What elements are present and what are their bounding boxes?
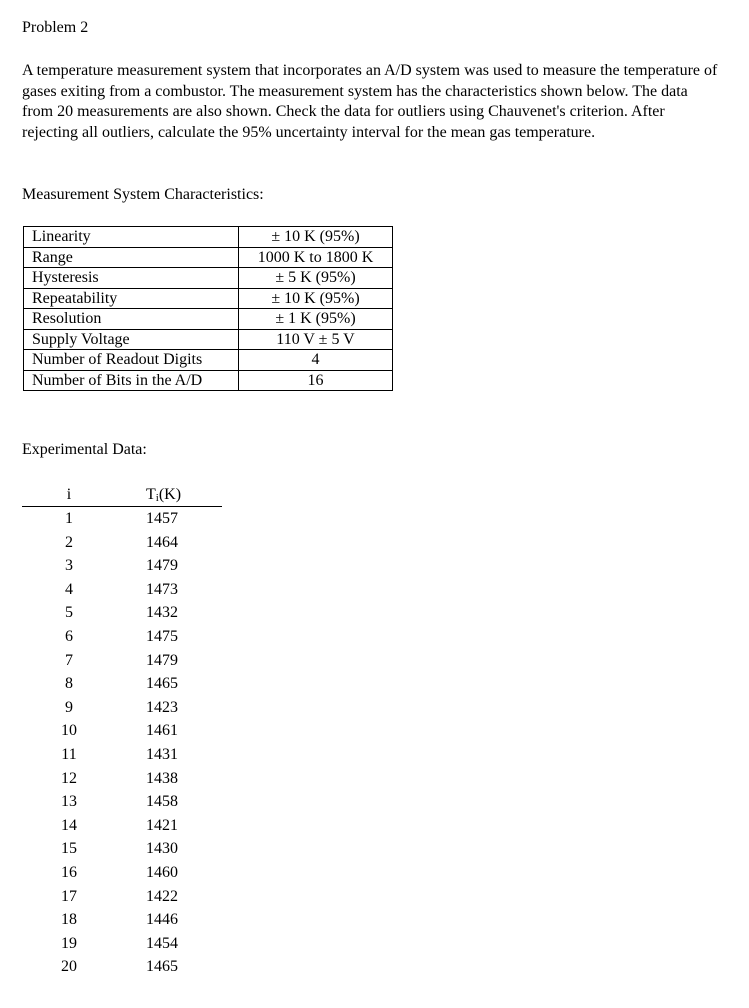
data-row [22,837,222,861]
data-index: 4 [65,580,73,598]
characteristic-property: Repeatability [24,288,239,309]
characteristic-value: 4 [239,350,393,371]
characteristic-property: Number of Readout Digits [24,350,239,371]
data-temperature: 1464 [146,533,178,551]
characteristic-value: 16 [239,370,393,391]
characteristics-table [23,226,393,391]
characteristic-value: 1000 K to 1800 K [239,247,393,268]
characteristic-row [24,350,393,371]
data-index: 18 [61,911,77,929]
data-row [22,696,222,720]
characteristics-label: Measurement System Characteristics: [22,186,264,203]
characteristic-row [24,227,393,248]
data-row [22,955,222,979]
data-index: 17 [61,887,77,905]
data-temperature: 1446 [146,911,178,929]
characteristic-property: Resolution [24,309,239,330]
data-temperature: 1473 [146,580,178,598]
characteristic-property: Linearity [24,227,239,248]
problem-statement: A temperature measurement system that incorporates an A/D system was used to measure the temperature of gases exiting from a combustor. The measurement system has the characteristics shown below. The data from 20 measurements are also shown. Check the data for outliers using Chauvenet's criterion. After rejecting all outliers, calculate the 95% uncertainty interval for the mean gas temperature. [22,62,718,141]
data-row [22,507,222,531]
characteristic-property: Hysteresis [24,268,239,289]
data-temperature: 1457 [146,510,178,527]
data-index: 6 [65,627,73,645]
data-temperature: 1460 [146,863,178,881]
data-row [22,908,222,932]
characteristic-value: ± 1 K (95%) [239,309,393,330]
characteristic-row [24,370,393,391]
data-temperature: 1465 [146,958,178,976]
data-table-header [22,484,222,507]
data-temperature: 1454 [146,934,178,952]
data-temperature: 1438 [146,769,178,787]
characteristic-property: Number of Bits in the A/D [24,370,239,391]
data-row [22,578,222,602]
data-index: 3 [65,557,73,575]
characteristic-row [24,329,393,350]
data-temperature: 1432 [146,604,178,622]
characteristic-value: 110 V ± 5 V [239,329,393,350]
data-row [22,767,222,791]
data-temperature: 1431 [146,745,178,763]
data-index: 9 [65,698,73,716]
data-temperature: 1461 [146,722,178,740]
data-index: 1 [65,510,73,527]
data-index: 16 [61,863,77,881]
data-index: 5 [65,604,73,622]
experimental-data-table [22,484,222,979]
characteristic-row [24,247,393,268]
header-t-unit: (K) [158,486,182,503]
data-temperature: 1430 [146,840,178,858]
characteristic-row [24,309,393,330]
data-index: 14 [61,816,77,834]
problem-title: Problem 2 [22,19,89,36]
data-row [22,554,222,578]
data-temperature: 1479 [146,557,178,575]
data-temperature: 1422 [146,887,178,905]
header-temperature [116,484,222,506]
header-t-main: T [146,486,156,503]
characteristic-row [24,288,393,309]
data-row [22,932,222,956]
data-row [22,719,222,743]
data-row [22,885,222,909]
data-index: 15 [61,840,77,858]
data-row [22,861,222,885]
data-temperature: 1458 [146,793,178,811]
data-row [22,531,222,555]
data-temperature: 1479 [146,651,178,669]
data-row [22,625,222,649]
header-t-sub: i [155,492,159,504]
data-temperature: 1465 [146,675,178,693]
characteristic-value: ± 10 K (95%) [239,288,393,309]
header-i: i [66,486,72,503]
data-row [22,649,222,673]
experimental-label: Experimental Data: [22,441,147,458]
data-index: 13 [61,793,77,811]
data-index: 11 [61,745,77,763]
data-row [22,814,222,838]
data-index: 8 [65,675,73,693]
data-temperature: 1423 [146,698,178,716]
characteristic-row [24,268,393,289]
data-row [22,743,222,767]
data-index: 10 [61,722,77,740]
data-index: 7 [65,651,73,669]
data-index: 19 [61,934,77,952]
data-index: 12 [61,769,77,787]
data-index: 20 [61,958,77,976]
data-row [22,601,222,625]
characteristic-value: ± 10 K (95%) [239,227,393,248]
characteristic-property: Supply Voltage [24,329,239,350]
data-temperature: 1421 [146,816,178,834]
data-temperature: 1475 [146,627,178,645]
data-row [22,672,222,696]
characteristic-value: ± 5 K (95%) [239,268,393,289]
data-row [22,790,222,814]
characteristic-property: Range [24,247,239,268]
data-index: 2 [65,533,73,551]
